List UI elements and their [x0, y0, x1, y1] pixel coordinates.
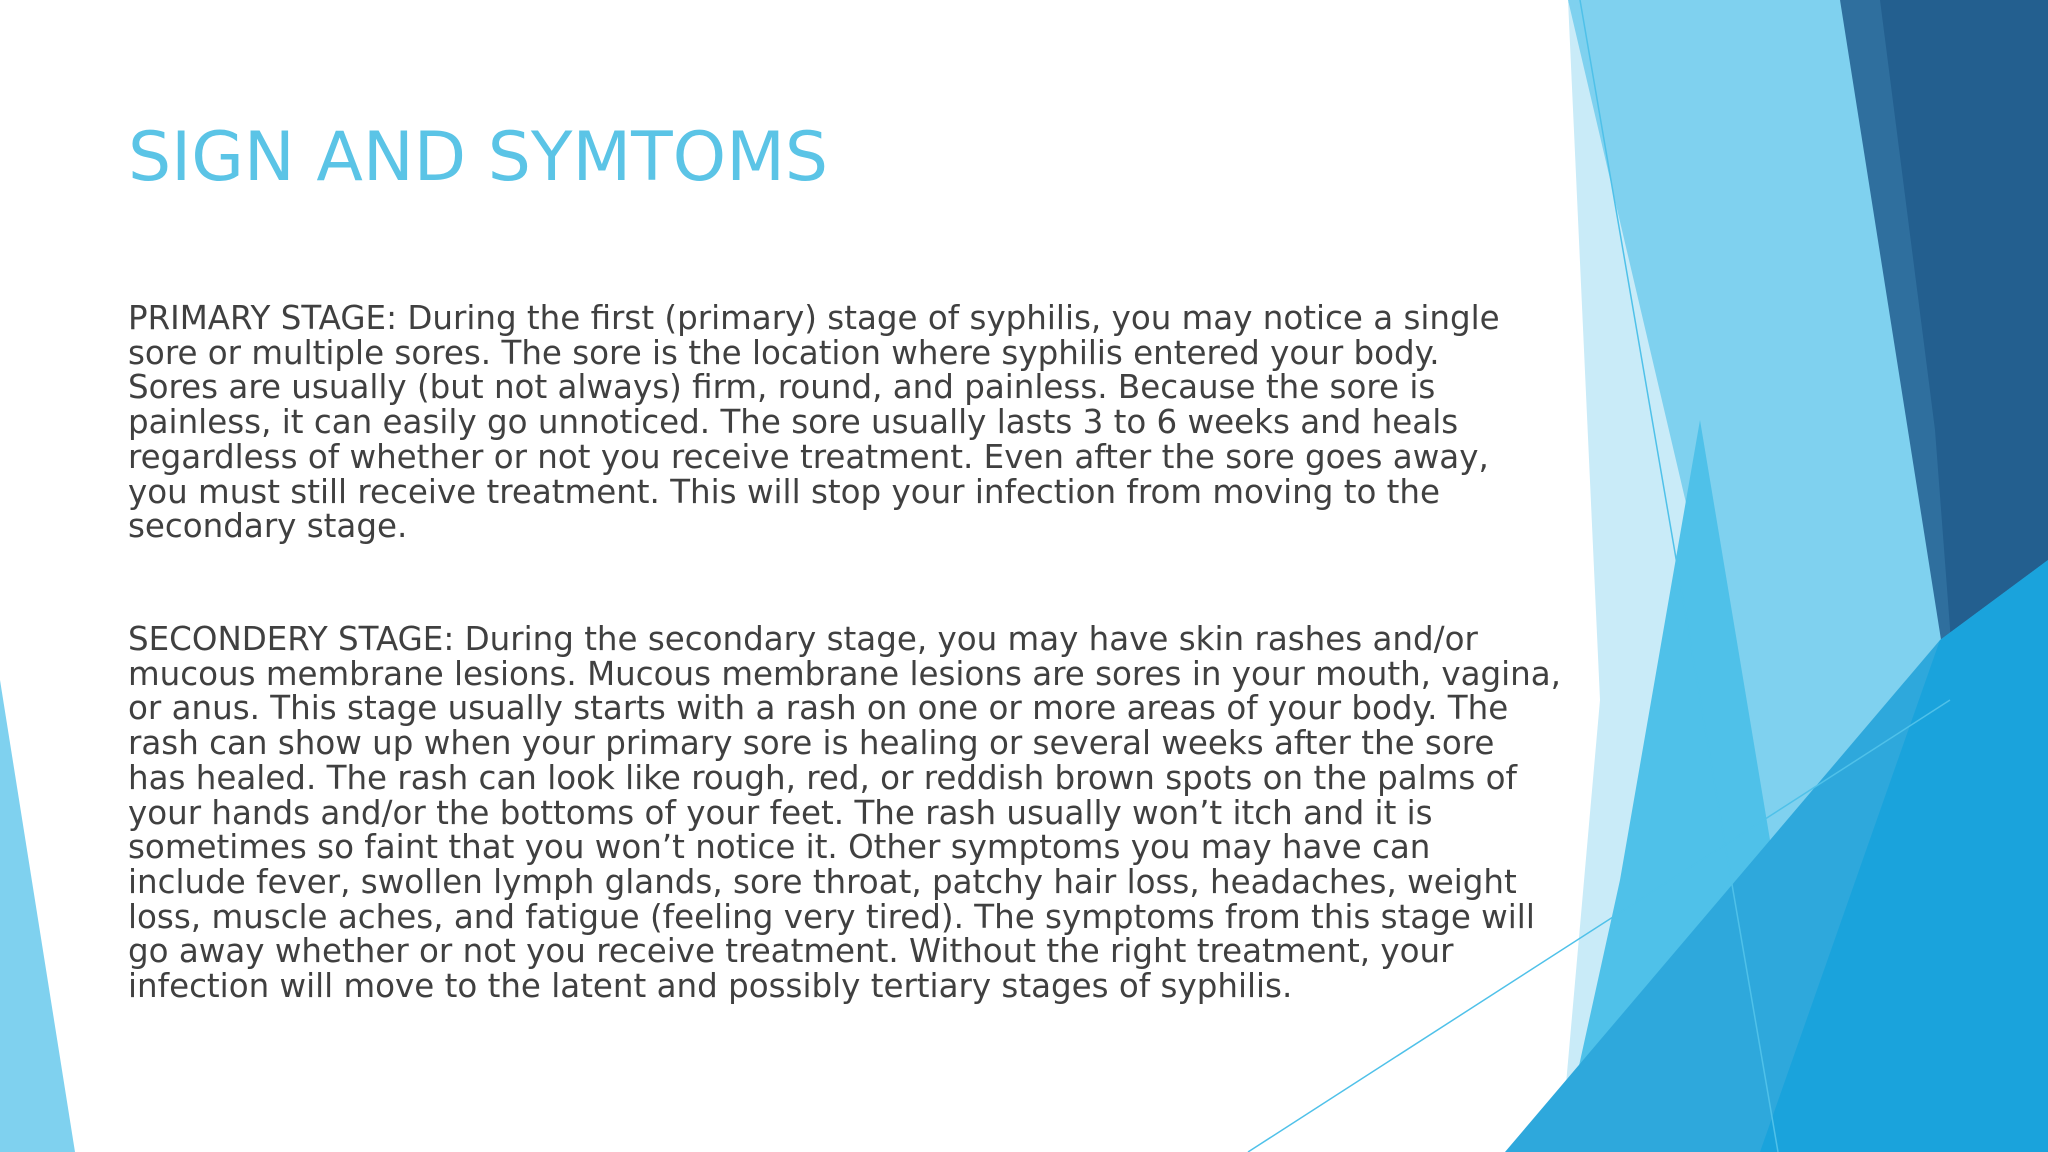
slide-title: SIGN AND SYMTOMS — [128, 118, 829, 197]
left-edge-facet — [0, 680, 75, 1152]
secondary-stage-paragraph: SECONDERY STAGE: During the secondary stage, you may have skin rashes and/or mucous membrane lesions. Mucous membrane lesions are sores in your mouth, vagina, or anus. This stage usually starts with a rash on one or more areas of your body. The rash can show up when your primary sore is healing or several weeks after the sore has healed. The rash can look like rough, red, or reddish brown spots on the palms of your hands and/or the bottoms of your feet. The rash usually won’t itch and it is sometimes so faint that you won’t notice it. Other symptoms you may have can include fever, swollen lymph glands, sore throat, patchy hair loss, headaches, weight loss, muscle aches, and fatigue (feeling very tired). The symptoms from this stage will go away whether or not you receive treatment. Without the right treatment, your infection will move to the latent and possibly tertiary stages of syphilis. — [128, 620, 1561, 1006]
primary-stage-paragraph: PRIMARY STAGE: During the first (primary) stage of syphilis, you may notice a single sore or multiple sores. The sore is the location where syphilis entered your body. Sores are usually (but not always) firm, round, and painless. Because the sore is painless, it can easily go unnoticed. The sore usually lasts 3 to 6 weeks and heals regardless of whether or not you receive treatment. Even after the sore goes away, you must still receive treatment. This will stop your infection from moving to the secondary stage. — [128, 299, 1500, 546]
